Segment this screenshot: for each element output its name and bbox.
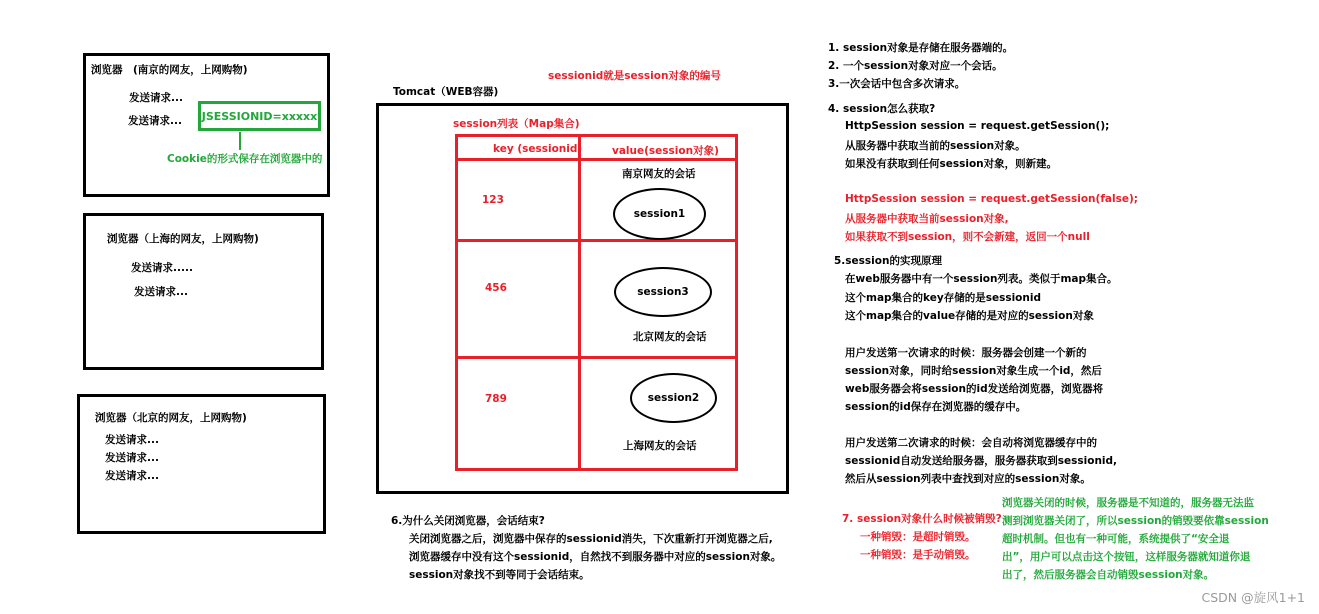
tomcat-title: Tomcat（WEB容器) (393, 86, 499, 98)
session-name: session3 (637, 286, 689, 298)
browser-request-1: 发送请求..... (131, 262, 193, 274)
note-5-line: 用户发送第一次请求的时候：服务器会创建一个新的 (845, 347, 1087, 359)
note-4-line: 从服务器中获取当前的session对象。 (845, 140, 1026, 152)
jsessionid-cookie-box (198, 101, 321, 131)
note-6-line: 关闭浏览器之后，浏览器中保存的sessionid消失，下次重新打开浏览器之后, (409, 533, 773, 545)
note-5-line: 用户发送第二次请求的时候：会自动将浏览器缓存中的 (845, 437, 1097, 449)
table-border-bottom (455, 468, 738, 471)
note-5-line: session的id保存在浏览器的缓存中。 (845, 401, 1027, 413)
note-6-title: 6.为什么关闭浏览器，会话结束? (391, 515, 545, 527)
session-note: 南京网友的会话 (622, 168, 696, 180)
table-row-divider (455, 239, 738, 242)
table-border-left (455, 134, 458, 471)
note-7-line: 一种销毁：是手动销毁。 (860, 549, 976, 561)
tomcat-container (376, 103, 789, 494)
browser-title-shanghai: 浏览器（上海的网友，上网购物) (107, 233, 259, 245)
session-key: 123 (482, 194, 504, 206)
browser-request-1: 发送请求... (129, 92, 183, 104)
note-5-title: 5.session的实现原理 (834, 255, 942, 267)
note-5-line: sessionid自动发送给服务器，服务器获取到sessionid, (845, 455, 1118, 467)
session-note: 上海网友的会话 (623, 440, 697, 452)
session-object-ellipse (630, 373, 717, 423)
note-1: 1. session对象是存储在服务器端的。 (828, 42, 1014, 54)
session-object-ellipse (613, 188, 706, 240)
note-7-line: 一种销毁：是超时销毁。 (860, 531, 976, 543)
value-column-header: value(session对象) (612, 145, 719, 157)
note-7-green-line: 浏览器关闭的时候，服务器是不知道的，服务器无法监 (1002, 497, 1254, 509)
table-border-top (455, 134, 738, 137)
note-4-title: 4. session怎么获取? (828, 103, 936, 115)
note-7-title: 7. session对象什么时候被销毁? (842, 513, 1002, 525)
note-7-green-line: 出”，用户可以点击这个按钮，这样服务器就知道你退 (1002, 551, 1251, 563)
note-3: 3.一次会话中包含多次请求。 (828, 78, 966, 90)
browser-request-2: 发送请求... (105, 452, 159, 464)
table-border-right (735, 134, 738, 471)
session-key: 789 (485, 393, 507, 405)
browser-title-beijing: 浏览器（北京的网友，上网购物) (95, 412, 247, 424)
note-7-green-line: 测到浏览器关闭了，所以session的销毁要依靠session (1002, 515, 1269, 527)
session-key: 456 (485, 282, 507, 294)
note-4-line: 如果获取不到session，则不会新建，返回一个null (845, 231, 1090, 243)
note-5-line: web服务器会将session的id发送给浏览器，浏览器将 (845, 383, 1104, 395)
jsessionid-label: JSESSIONID=xxxxx (201, 109, 318, 123)
sessionid-note: sessionid就是session对象的编号 (548, 70, 721, 82)
csdn-watermark: CSDN @旋风1+1 (1201, 590, 1305, 605)
session-map-title: session列表（Map集合) (453, 118, 580, 130)
browser-request-3: 发送请求... (105, 470, 159, 482)
note-5-line: 这个map集合的value存储的是对应的session对象 (845, 310, 1094, 322)
note-2: 2. 一个session对象对应一个会话。 (828, 60, 1003, 72)
browser-request-2: 发送请求... (128, 115, 182, 127)
cookie-arrow-icon (230, 130, 250, 152)
browser-request-1: 发送请求... (105, 434, 159, 446)
browser-title-nanjing: 浏览器 (南京的网友，上网购物) (91, 64, 248, 76)
cookie-note: Cookie的形式保存在浏览器中的 (167, 153, 323, 165)
table-row-divider (455, 356, 738, 359)
note-7-green-line: 出了，然后服务器会自动销毁session对象。 (1002, 569, 1215, 581)
note-4-code-false: HttpSession session = request.getSession(false); (845, 193, 1138, 205)
note-6-line: session对象找不到等同于会话结束。 (409, 569, 590, 581)
note-4-code: HttpSession session = request.getSession(); (845, 120, 1110, 132)
session-name: session2 (647, 392, 700, 404)
note-5-line: session对象，同时给session对象生成一个id，然后 (845, 365, 1102, 377)
session-object-ellipse (614, 267, 712, 317)
note-6-line: 浏览器缓存中没有这个sessionid，自然找不到服务器中对应的session对象。 (409, 551, 782, 563)
note-7-green-line: 超时机制。但也有一种可能，系统提供了“安全退 (1002, 533, 1230, 545)
table-column-divider (578, 134, 581, 471)
key-column-header: key (sessionid) (493, 143, 583, 155)
note-5-line: 在web服务器中有一个session列表。类似于map集合。 (845, 273, 1118, 285)
browser-request-2: 发送请求... (134, 286, 188, 298)
note-4-line: 从服务器中获取当前session对象, (845, 213, 1009, 225)
table-header-divider (455, 158, 738, 161)
note-5-line: 这个map集合的key存储的是sessionid (845, 292, 1041, 304)
note-4-line: 如果没有获取到任何session对象，则新建。 (845, 158, 1058, 170)
session-note: 北京网友的会话 (633, 331, 707, 343)
session-name: session1 (633, 208, 686, 220)
note-5-line: 然后从session列表中查找到对应的session对象。 (845, 473, 1091, 485)
